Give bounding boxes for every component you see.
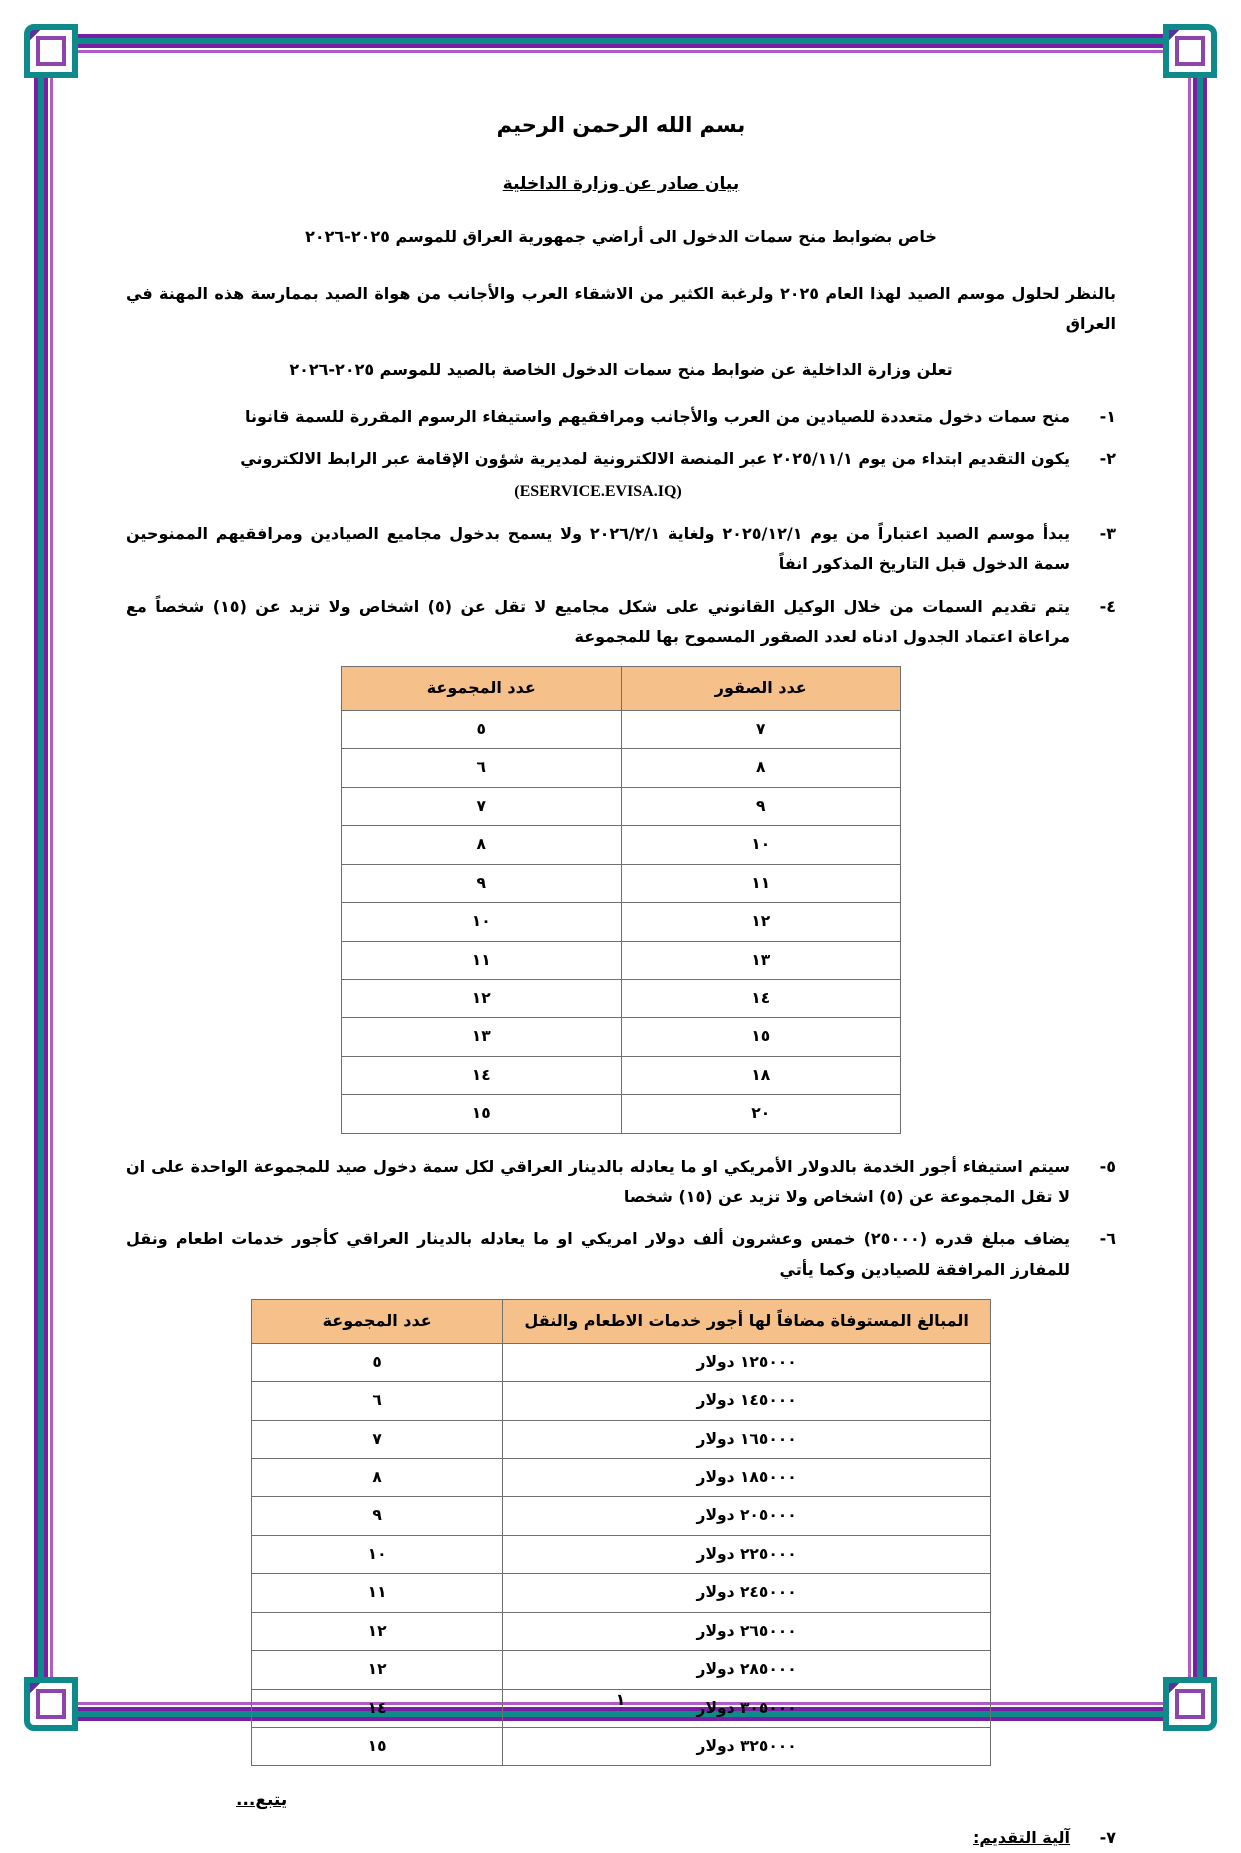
table-row — [252, 1497, 991, 1535]
cell-group-size: ٥ — [342, 710, 622, 748]
falcons-allowance-table — [341, 666, 901, 1133]
cell-group-size: ١٢ — [252, 1651, 503, 1689]
cell-group-size: ٥ — [252, 1343, 503, 1381]
table-row — [342, 749, 901, 787]
cell-falcon-count: ١١ — [621, 864, 901, 902]
cell-group-size: ٨ — [342, 826, 622, 864]
clause-text-body: يكون التقديم ابتداء من يوم ٢٠٢٥/١١/١ عبر المنصة الالكترونية لمديرية شؤون الإقامة عبر الرابط الالكتروني — [240, 449, 1070, 469]
clause-text: منح سمات دخول متعددة للصيادين من العرب والأجانب ومرافقيهم واستيفاء الرسوم المقررة للسمة قانونا — [244, 406, 1070, 426]
cell-group-size: ١٠ — [342, 903, 622, 941]
table-row — [252, 1728, 991, 1766]
table-row — [252, 1458, 991, 1496]
cell-amount: ٢٨٥٠٠٠ دولار — [503, 1651, 991, 1689]
table-header-row — [252, 1300, 991, 1343]
clause-number: ٢- — [1099, 449, 1116, 469]
table-row — [342, 979, 901, 1017]
clause-number: ٦- — [1099, 1229, 1116, 1249]
document-subject: خاص بضوابط منح سمات الدخول الى أراضي جمهورية العراق للموسم ٢٠٢٥-٢٠٢٦ — [305, 227, 937, 247]
table-row — [342, 941, 901, 979]
cell-group-size: ١٥ — [252, 1728, 503, 1766]
cell-falcon-count: ٨ — [621, 749, 901, 787]
cell-group-size: ١٣ — [342, 1018, 622, 1056]
clause-number: ١- — [1099, 406, 1116, 426]
cell-group-size: ٩ — [252, 1497, 503, 1535]
table-row — [342, 1095, 901, 1133]
table-header-row — [342, 667, 901, 710]
cell-amount: ٢٤٥٠٠٠ دولار — [503, 1574, 991, 1612]
clause-number: ٥- — [1099, 1156, 1116, 1176]
cell-group-size: ٧ — [252, 1420, 503, 1458]
corner-ornament-top-left — [24, 24, 78, 78]
clause-item — [126, 519, 1116, 580]
cell-amount: ٢٠٥٠٠٠ دولار — [503, 1497, 991, 1535]
eservice-portal-link[interactable]: (ESERVICE.EVISA.IQ) — [514, 482, 682, 500]
cell-group-size: ١١ — [252, 1574, 503, 1612]
table-row — [342, 1018, 901, 1056]
clause-text: يبدأ موسم الصيد اعتباراً من يوم ٢٠٢٥/١٢/١ ولغاية ٢٠٢٦/٢/١ ولا يسمح بدخول مجاميع الصيادين ومرافقيهم الممنوحين سمة الدخول قبل التاريخ المذكور انفاً — [126, 523, 1071, 574]
page-number: ١ — [615, 1690, 626, 1709]
basmala-heading: بسم الله الرحمن الرحيم — [496, 113, 746, 137]
cell-group-size: ١٢ — [252, 1612, 503, 1650]
clause-text — [126, 444, 1070, 507]
cell-falcon-count: ٩ — [621, 787, 901, 825]
cell-amount: ٣٢٥٠٠٠ دولار — [503, 1728, 991, 1766]
clause-number: ٤- — [1099, 596, 1116, 616]
cell-group-size: ٦ — [252, 1382, 503, 1420]
table-row — [342, 787, 901, 825]
table-row — [252, 1420, 991, 1458]
column-header-falcon-count: عدد الصقور — [621, 667, 901, 710]
falcons-table-body — [342, 710, 901, 1133]
clause-list-continued — [126, 1152, 1116, 1286]
clause-number: ٧- — [1099, 1827, 1116, 1847]
cell-falcon-count: ٧ — [621, 710, 901, 748]
clause-text: آلية التقديم: — [972, 1827, 1070, 1847]
column-header-amount: المبالغ المستوفاة مضافاً لها أجور خدمات الاطعام والنقل — [503, 1300, 991, 1343]
clause-item — [126, 1152, 1116, 1213]
clause-text: يضاف مبلغ قدره (٢٥٠٠٠) خمس وعشرون ألف دولار امريكي او ما يعادله بالدينار العراقي كأجور خدمات اطعام ونقل للمفارز المرافقة للصيادين وكما يأتي — [126, 1229, 1070, 1279]
clause-item — [126, 592, 1116, 653]
cell-amount: ١٦٥٠٠٠ دولار — [503, 1420, 991, 1458]
cell-group-size: ١٤ — [342, 1056, 622, 1094]
clause-item — [126, 444, 1116, 507]
column-header-group-size: عدد المجموعة — [252, 1300, 503, 1343]
table-row — [342, 826, 901, 864]
cell-group-size: ١١ — [342, 941, 622, 979]
table-row — [342, 864, 901, 902]
column-header-group-size: عدد المجموعة — [342, 667, 622, 710]
table-row — [252, 1612, 991, 1650]
cell-group-size: ١٥ — [342, 1095, 622, 1133]
table-row — [342, 1056, 901, 1094]
table-row — [342, 903, 901, 941]
cell-amount: ٢٦٥٠٠٠ دولار — [503, 1612, 991, 1650]
cell-amount: ٢٢٥٠٠٠ دولار — [503, 1535, 991, 1573]
clause-text: يتم تقديم السمات من خلال الوكيل القانوني على شكل مجاميع لا تقل عن (٥) اشخاص ولا تزيد عن (١٥) شخصاً مع مراعاة اعتماد الجدول ادناه لعدد الصقور المسموح بها للمجموعة — [126, 596, 1071, 647]
cell-group-size: ١٠ — [252, 1535, 503, 1573]
cell-falcon-count: ١٣ — [621, 941, 901, 979]
corner-ornament-top-right — [1163, 24, 1217, 78]
table-row — [252, 1651, 991, 1689]
cell-falcon-count: ١٤ — [621, 979, 901, 1017]
cell-group-size: ٩ — [342, 864, 622, 902]
table-row — [342, 710, 901, 748]
cell-falcon-count: ١٨ — [621, 1056, 901, 1094]
table-row — [252, 1382, 991, 1420]
continued-marker: يتبع... — [236, 1790, 288, 1811]
cell-amount: ١٢٥٠٠٠ دولار — [503, 1343, 991, 1381]
cell-falcon-count: ١٠ — [621, 826, 901, 864]
cell-group-size: ٧ — [342, 787, 622, 825]
clause-item — [126, 402, 1116, 432]
cell-group-size: ١٤ — [252, 1689, 503, 1727]
clause-number: ٣- — [1099, 523, 1116, 543]
cell-group-size: ٨ — [252, 1458, 503, 1496]
clause-text: سيتم استيفاء أجور الخدمة بالدولار الأمريكي او ما يعادله بالدينار العراقي لكل سمة دخول صيد للمجموعة الواحدة على ان لا تقل المجموعة عن (٥) اشخاص ولا تزيد عن (١٥) شخصا — [126, 1156, 1070, 1207]
issuer-subtitle: بيان صادر عن وزارة الداخلية — [502, 173, 740, 194]
clause-item-7 — [126, 1823, 1116, 1853]
intro-paragraph-1: بالنظر لحلول موسم الصيد لهذا العام ٢٠٢٥ ولرغبة الكثير من الاشقاء العرب والأجانب من هواة الصيد بممارسة هذه المهنة في العراق — [126, 283, 1116, 333]
intro-paragraph-2: تعلن وزارة الداخلية عن ضوابط منح سمات الدخول الخاصة بالصيد للموسم ٢٠٢٥-٢٠٢٦ — [289, 360, 953, 380]
clause-item — [126, 1224, 1116, 1285]
cell-group-size: ١٢ — [342, 979, 622, 1017]
cell-amount: ١٨٥٠٠٠ دولار — [503, 1458, 991, 1496]
table-row — [252, 1574, 991, 1612]
cell-falcon-count: ١٢ — [621, 903, 901, 941]
cell-amount: ٣٠٥٠٠٠ دولار — [503, 1689, 991, 1727]
cell-amount: ١٤٥٠٠٠ دولار — [503, 1382, 991, 1420]
cell-falcon-count: ٢٠ — [621, 1095, 901, 1133]
document-body — [96, 88, 1146, 1847]
table-row — [252, 1343, 991, 1381]
clause-list — [126, 402, 1116, 653]
cell-falcon-count: ١٥ — [621, 1018, 901, 1056]
cell-group-size: ٦ — [342, 749, 622, 787]
table-row — [252, 1535, 991, 1573]
